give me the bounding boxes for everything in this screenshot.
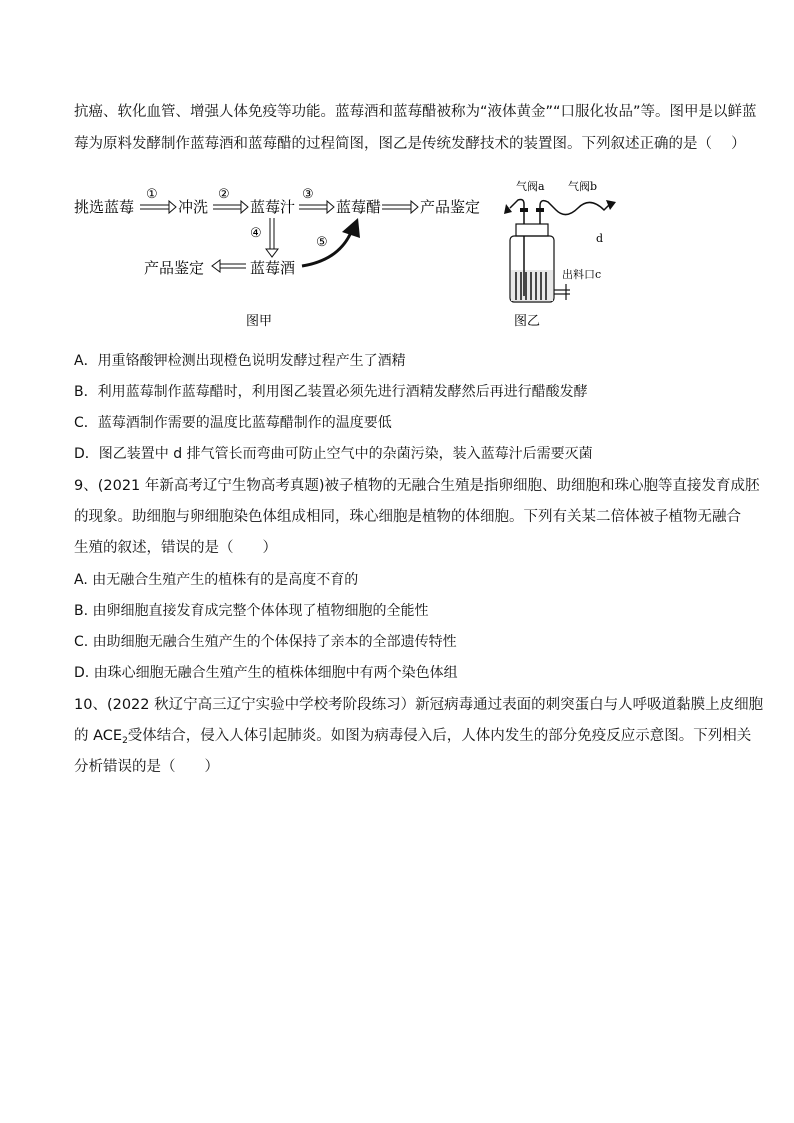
label-d: d [596, 232, 604, 245]
valve-b-label: 气阀b [568, 180, 598, 193]
q8-option-b: B．利用蓝莓制作蓝莓醋时，利用图乙装置必须先进行酒精发酵然后再进行醋酸发酵 [74, 384, 588, 400]
q9-stem-line-1: 9、(2021 年新高考辽宁生物高考真题)被子植物的无融合生殖是指卵细胞、助细胞和珠心胞等直接发育成胚 [74, 478, 760, 494]
arrow-3 [299, 201, 334, 213]
valve-a-label: 气阀a [516, 180, 545, 193]
q10-stem-line-2 [74, 726, 751, 746]
arrow-wine-to-identify [212, 260, 246, 272]
q8-stem-line-1: 抗癌、软化血管、增强人体免疫等功能。蓝莓酒和蓝莓醋被称为“液体黄金”“口服化妆品”等。图甲是以鲜蓝 [74, 104, 757, 120]
outlet-c-label: 出料口c [562, 268, 602, 281]
q10-stem-line-1: 10、(2022 秋辽宁高三辽宁实验中学校考阶段练习）新冠病毒通过表面的刺突蛋白与人呼吸道黏膜上皮细胞 [74, 697, 764, 713]
q9-option-c: C. 由助细胞无融合生殖产生的个体保持了亲本的全部遗传特性 [74, 634, 457, 650]
q9-option-a: A. 由无融合生殖产生的植株有的是高度不育的 [74, 572, 359, 588]
node-wash: 冲洗 [178, 198, 209, 216]
q10-line2-post: 受体结合，侵入人体引起肺炎。如图为病毒侵入后，人体内发生的部分免疫反应示意图。下列相关 [127, 728, 752, 744]
q10-stem-line-3: 分析错误的是（ ） [74, 759, 219, 775]
q10-line2-pre: 的 ACE [74, 728, 123, 744]
arrow-2 [213, 201, 248, 213]
q8-option-c: C．蓝莓酒制作需要的温度比蓝莓醋制作的温度要低 [74, 415, 392, 431]
figure-jia-flowchart [70, 180, 490, 330]
step-3-label: ③ [302, 187, 314, 202]
arrow-1 [140, 201, 176, 213]
q8-option-d: D．图乙装置中 d 排气管长而弯曲可防止空气中的杂菌污染，装入蓝莓汁后需要灭菌 [74, 446, 593, 462]
liquid [511, 270, 553, 301]
figure-jia-caption: 图甲 [246, 314, 273, 329]
node-wine: 蓝莓酒 [250, 259, 296, 277]
step-1-label: ① [146, 187, 158, 202]
node-juice: 蓝莓汁 [250, 198, 296, 216]
arrow-4 [266, 218, 278, 257]
node-vinegar: 蓝莓醋 [336, 198, 382, 216]
node-identify-top: 产品鉴定 [420, 198, 481, 216]
q9-stem-line-3: 生殖的叙述，错误的是（ ） [74, 540, 277, 556]
step-4-label: ④ [250, 226, 262, 241]
figure-yi-apparatus [486, 172, 646, 332]
q9-option-d: D. 由珠心细胞无融合生殖产生的植株体细胞中有两个染色体组 [74, 665, 458, 681]
valve-icon [504, 200, 616, 214]
q8-option-a: A．用重铬酸钾检测出现橙色说明发酵过程产生了酒精 [74, 353, 406, 369]
q9-option-b: B. 由卵细胞直接发育成完整个体体现了植物细胞的全能性 [74, 603, 429, 619]
step-5-label: ⑤ [316, 235, 328, 250]
q8-stem-line-2: 莓为原料发酵制作蓝莓酒和蓝莓醋的过程简图，图乙是传统发酵技术的装置图。下列叙述正确的是（ ） [74, 136, 746, 152]
q10-line2-sub: 2 [122, 736, 128, 746]
q9-stem-line-2: 的现象。助细胞与卵细胞染色体组成相同，珠心细胞是植物的体细胞。下列有关某二倍体被子植物无融合 [74, 509, 741, 525]
outlet-tube [554, 284, 570, 300]
figure-yi-caption: 图乙 [514, 314, 541, 329]
node-identify-bottom: 产品鉴定 [144, 259, 205, 277]
arrow-vinegar-to-identify [382, 201, 418, 213]
arrow-5 [302, 218, 360, 266]
node-select-blueberry: 挑选蓝莓 [74, 198, 135, 216]
step-2-label: ② [218, 187, 230, 202]
